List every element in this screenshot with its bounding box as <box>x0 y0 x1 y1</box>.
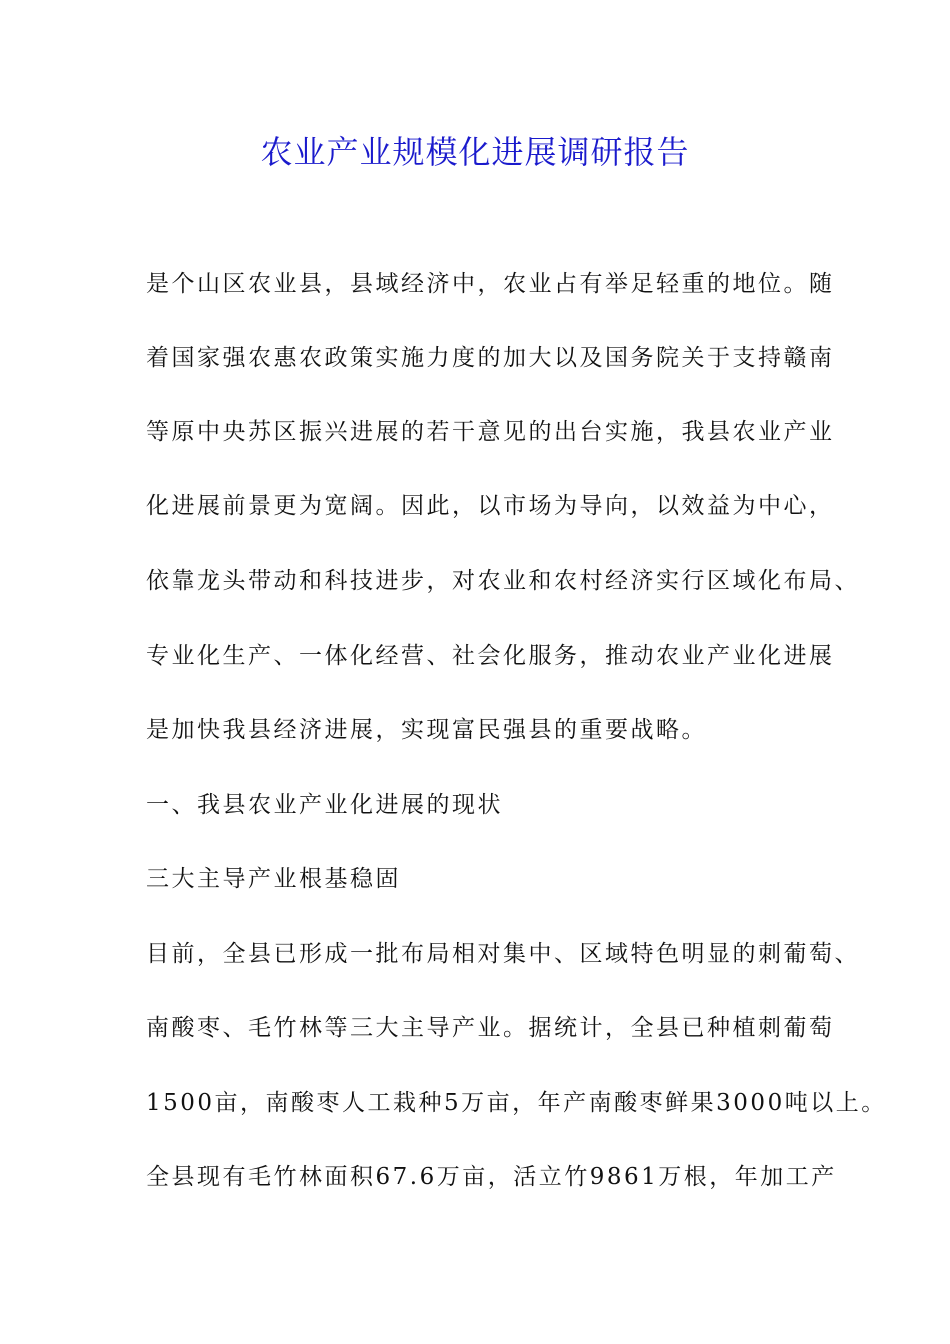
section-heading: 一、我县农业产业化进展的现状 <box>146 792 503 818</box>
paragraph-line: 等原中央苏区振兴进展的若干意见的出台实施，我县农业产业 <box>146 419 835 445</box>
paragraph-line: 是个山区农业县，县域经济中，农业占有举足轻重的地位。随 <box>146 271 835 297</box>
paragraph-line: 化进展前景更为宽阔。因此，以市场为导向，以效益为中心， <box>146 493 835 519</box>
document-title: 农业产业规模化进展调研报告 <box>260 133 690 171</box>
paragraph-line: 依靠龙头带动和科技进步，对农业和农村经济实行区域化布局、 <box>146 568 860 594</box>
subsection-heading: 三大主导产业根基稳固 <box>146 866 401 892</box>
paragraph-line: 南酸枣、毛竹林等三大主导产业。据统计，全县已种植刺葡萄 <box>146 1015 835 1041</box>
paragraph-line: 目前，全县已形成一批布局相对集中、区域特色明显的刺葡萄、 <box>146 941 860 967</box>
paragraph-line: 1500亩，南酸枣人工栽种5万亩，年产南酸枣鲜果3000吨以上。 <box>146 1090 887 1116</box>
paragraph-line: 专业化生产、一体化经营、社会化服务，推动农业产业化进展 <box>146 643 835 669</box>
paragraph-line: 是加快我县经济进展，实现富民强县的重要战略。 <box>146 717 707 743</box>
paragraph-line: 着国家强农惠农政策实施力度的加大以及国务院关于支持赣南 <box>146 345 835 371</box>
paragraph-line: 全县现有毛竹林面积67.6万亩，活立竹9861万根，年加工产 <box>146 1164 837 1190</box>
